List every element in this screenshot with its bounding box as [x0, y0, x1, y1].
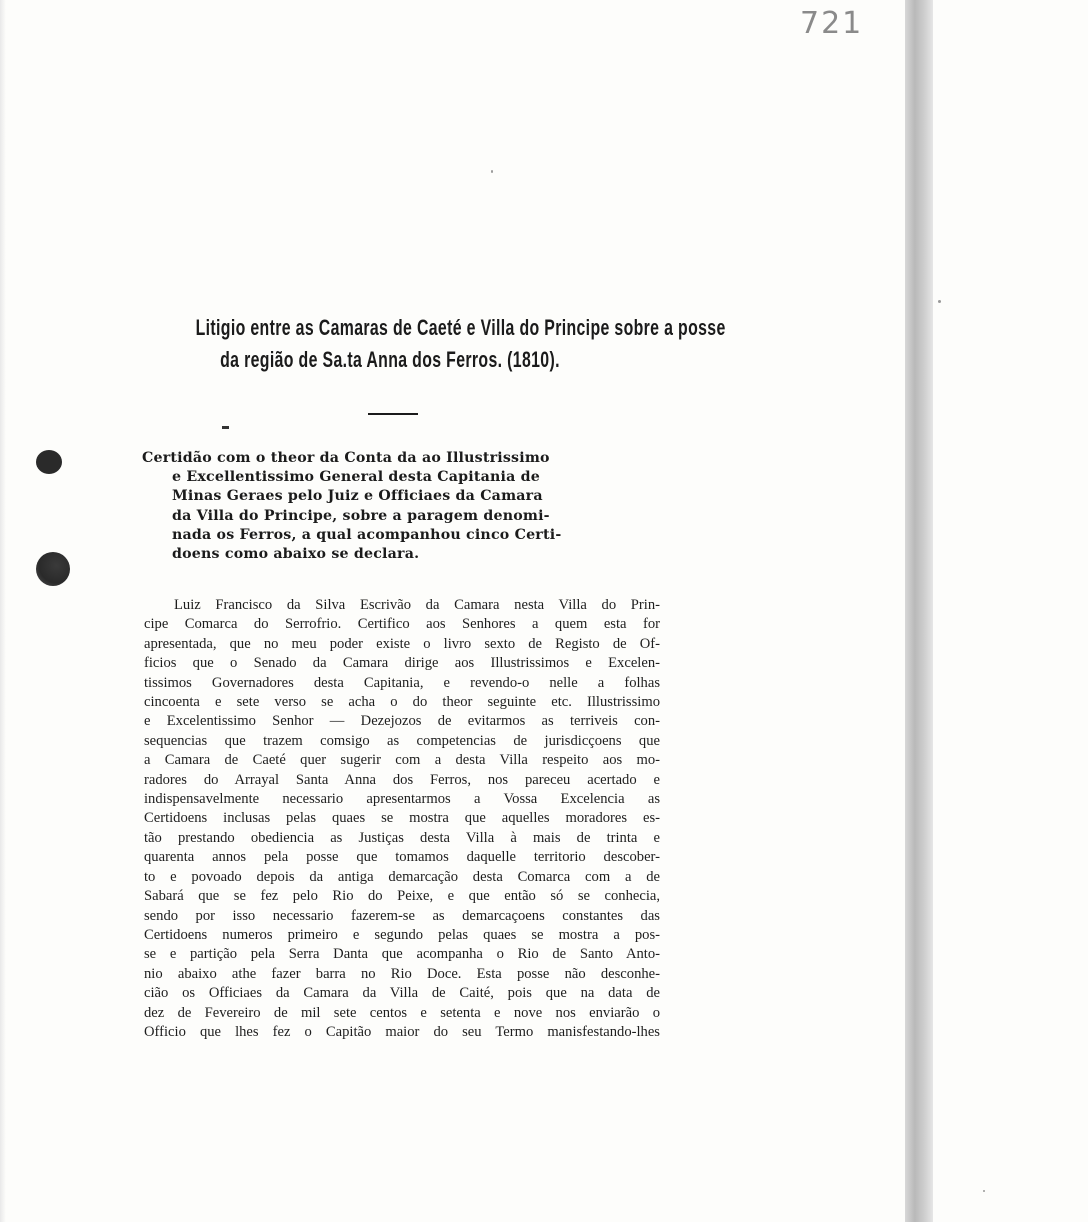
punch-hole-icon [36, 450, 62, 474]
scanned-page-edge [905, 0, 933, 1222]
body-line: to e povoado depois da antiga demarcação desta Comarca com a de [144, 868, 660, 885]
body-line: se e partição pela Serra Danta que acompanha o Rio de Santo Anto- [144, 946, 660, 963]
body-line: cincoenta e sete verso se acha o do theor seguinte etc. Illustrissimo [144, 694, 660, 711]
scan-speck [983, 1190, 985, 1192]
scan-speck [491, 170, 493, 173]
subtitle-line: nada os Ferros, a qual acompanhou cinco Certi- [172, 526, 562, 543]
stray-ink-mark [222, 426, 229, 429]
subtitle-line: Minas Geraes pelo Juiz e Officiaes da Camara [172, 488, 543, 505]
body-line: ficios que o Senado da Camara dirige aos Illustrissimos e Excelen- [144, 655, 660, 672]
body-line: nio abaixo athe fazer barra no Rio Doce. Esta posse não desconhe- [144, 965, 660, 982]
body-line: tissimos Governadores desta Capitania, e revendo-o nelle a folhas [144, 674, 660, 691]
body-line: e Excelentissimo Senhor — Dezejozos de evitarmos as terriveis con- [144, 713, 660, 730]
body-line: apresentada, que no meu poder existe o livro sexto de Registo de Of- [144, 635, 660, 652]
title-line-1: Litigio entre as Camaras de Caeté e Villa do Principe sobre a posse [195, 315, 726, 340]
subtitle-line: da Villa do Principe, sobre a paragem denomi- [172, 507, 550, 524]
body-line: tão prestando obediencia as Justiças desta Villa à mais de trinta e [144, 829, 660, 846]
page-number: 721 [800, 6, 864, 41]
body-line: dez de Fevereiro de mil sete centos e setenta e nove nos enviarão o [144, 1004, 660, 1021]
body-line: indispensavelmente necessario apresentarmos a Vossa Excelencia as [144, 791, 660, 808]
body-line: quarenta annos pela posse que tomamos daquelle territorio descober- [144, 849, 660, 866]
subtitle-line: e Excellentissimo General desta Capitania de [172, 469, 540, 486]
body-paragraph [144, 596, 660, 1042]
body-line: sendo por isso necessario fazerem-se as demarcaçoens constantes das [144, 907, 660, 924]
document-title [195, 312, 726, 376]
body-line: Certidoens inclusas pelas quaes se mostra que aquelles moradores es- [144, 810, 660, 827]
scan-speck [938, 300, 941, 303]
body-line: Luiz Francisco da Silva Escrivão da Camara nesta Villa do Prin- [174, 597, 660, 613]
subtitle-line: Certidão com o theor da Conta da ao Illustrissimo [142, 450, 550, 466]
body-line: Officio que lhes fez o Capitão maior do seu Termo manisfestando-lhes [144, 1023, 660, 1040]
body-line: Sabará que se fez pelo Rio do Peixe, e que então só se conhecia, [144, 888, 660, 905]
title-line-2: da região de Sa.ta Anna dos Ferros. (1810). [220, 347, 560, 372]
body-line: Certidoens numeros primeiro e segundo pelas quaes se mostra a pos- [144, 926, 660, 943]
body-line: cião os Officiaes da Camara da Villa de Caité, pois que na data de [144, 985, 660, 1002]
body-line: cipe Comarca do Serrofrio. Certifico aos Senhores a quem esta for [144, 616, 660, 633]
certificate-subtitle [142, 449, 658, 564]
body-line: sequencias que trazem comsigo as competencias de jurisdicçoens que [144, 732, 660, 749]
page-left-edge-shadow [0, 0, 6, 1222]
body-line: a Camara de Caeté quer sugerir com a desta Villa respeito aos mo- [144, 752, 660, 769]
punch-hole-icon [36, 552, 70, 586]
subtitle-line: doens como abaixo se declara. [172, 546, 420, 563]
body-line: radores do Arrayal Santa Anna dos Ferros, nos pareceu acertado e [144, 771, 660, 788]
title-divider [368, 413, 418, 415]
